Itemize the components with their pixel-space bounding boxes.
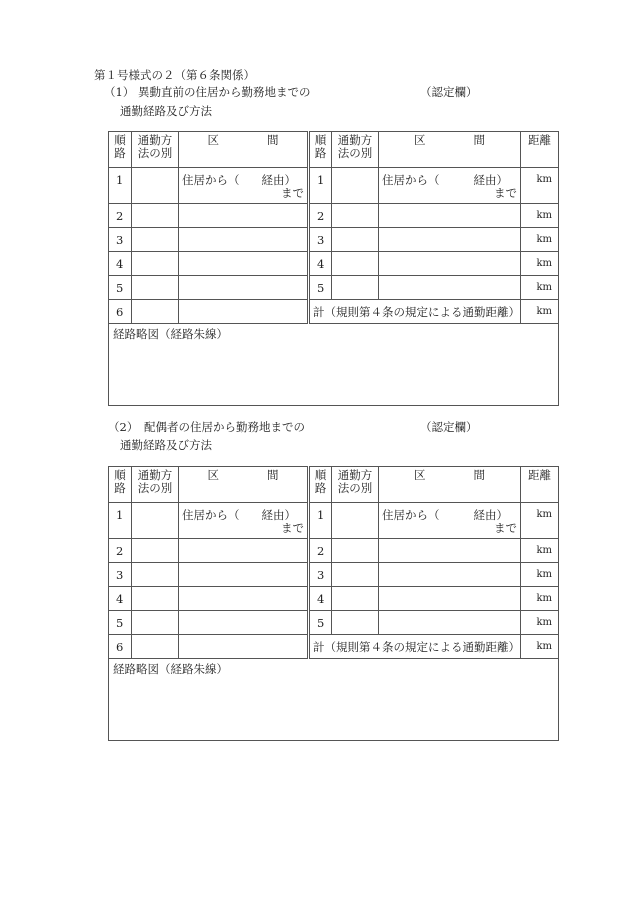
method-cell[interactable] [132, 539, 179, 563]
method-cell[interactable] [332, 204, 379, 228]
table-row [109, 611, 559, 635]
section-cell[interactable] [379, 252, 521, 276]
method-cell[interactable] [132, 276, 179, 300]
section-header: 区 間 [179, 132, 309, 168]
method-header: 通勤方法の別 [132, 132, 179, 168]
table-row [109, 300, 559, 324]
distance-cell[interactable]: km [521, 503, 559, 539]
route-sketch-area[interactable] [109, 324, 559, 406]
table-row [109, 252, 559, 276]
method-cell[interactable] [332, 539, 379, 563]
method-cell[interactable] [332, 168, 379, 204]
row-number: 4 [309, 587, 332, 611]
form-title: 第１号様式の２（第６条関係） [94, 68, 255, 82]
route-table-2 [108, 466, 559, 741]
section-1-heading-text: 異動直前の住居から勤務地までの [138, 85, 311, 99]
section-header: 区 間 [179, 467, 309, 503]
method-cell[interactable] [332, 611, 379, 635]
row-number: 1 [309, 503, 332, 539]
total-distance-label: 計（規則第４条の規定による通勤距離） [309, 300, 521, 324]
sketch-row [109, 324, 559, 406]
row-number: 4 [309, 252, 332, 276]
method-cell[interactable] [332, 252, 379, 276]
section-cell[interactable]: 住居から（ 経由） まで [179, 503, 309, 539]
method-cell[interactable] [132, 204, 179, 228]
method-cell[interactable] [132, 300, 179, 324]
section-cell[interactable] [379, 539, 521, 563]
table-row [109, 228, 559, 252]
section-1-nintei-label: （認定欄） [420, 85, 478, 99]
section-cell[interactable] [379, 228, 521, 252]
section-cell[interactable] [179, 228, 309, 252]
section-cell[interactable] [379, 204, 521, 228]
distance-cell[interactable]: km [521, 228, 559, 252]
row-number: 6 [109, 300, 132, 324]
method-cell[interactable] [132, 252, 179, 276]
sketch-row [109, 659, 559, 741]
method-cell[interactable] [332, 563, 379, 587]
section-cell[interactable]: 住居から（ 経由） まで [379, 168, 521, 204]
route-table-1 [108, 131, 559, 406]
method-cell[interactable] [132, 563, 179, 587]
method-cell[interactable] [132, 635, 179, 659]
section-header-right: 区 間 [379, 467, 521, 503]
section-2-heading-text: 配偶者の住居から勤務地までの [144, 420, 305, 434]
distance-header: 距離 [521, 467, 559, 503]
method-cell[interactable] [132, 228, 179, 252]
row-number: 3 [109, 563, 132, 587]
section-cell[interactable] [179, 635, 309, 659]
table-2-header-row [109, 467, 559, 503]
section-cell[interactable] [379, 587, 521, 611]
method-cell[interactable] [332, 228, 379, 252]
method-cell[interactable] [132, 168, 179, 204]
section-cell[interactable] [179, 300, 309, 324]
section-cell[interactable]: 住居から（ 経由） まで [379, 503, 521, 539]
route-sketch-area[interactable] [109, 659, 559, 741]
table-row [109, 204, 559, 228]
row-number: 1 [109, 503, 132, 539]
total-distance-label: 計（規則第４条の規定による通勤距離） [309, 635, 521, 659]
row-number: 3 [309, 563, 332, 587]
row-number: 3 [309, 228, 332, 252]
route-sketch-label: 経路略図（経路朱線） [113, 662, 228, 676]
section-cell[interactable] [179, 587, 309, 611]
row-number: 2 [309, 204, 332, 228]
distance-cell[interactable]: km [521, 204, 559, 228]
table-row [109, 503, 559, 539]
section-1-heading-line2: 通勤経路及び方法 [120, 104, 212, 118]
section-cell[interactable] [379, 611, 521, 635]
table-1-header-row [109, 132, 559, 168]
row-number: 1 [109, 168, 132, 204]
section-cell[interactable] [179, 539, 309, 563]
method-cell[interactable] [332, 276, 379, 300]
distance-cell[interactable]: km [521, 252, 559, 276]
row-number: 4 [109, 587, 132, 611]
method-cell[interactable] [332, 587, 379, 611]
section-2-heading-line2: 通勤経路及び方法 [120, 438, 212, 452]
order-header: 順路 [109, 467, 132, 503]
section-2-heading-number: （2） [108, 420, 139, 434]
table-row [109, 635, 559, 659]
section-cell[interactable] [379, 563, 521, 587]
row-number: 5 [109, 611, 132, 635]
method-cell[interactable] [132, 503, 179, 539]
section-header-right: 区 間 [379, 132, 521, 168]
distance-cell[interactable]: km [521, 611, 559, 635]
section-cell[interactable]: 住居から（ 経由） まで [179, 168, 309, 204]
distance-cell[interactable]: km [521, 563, 559, 587]
distance-cell[interactable]: km [521, 168, 559, 204]
distance-header: 距離 [521, 132, 559, 168]
section-cell[interactable] [179, 252, 309, 276]
row-number: 6 [109, 635, 132, 659]
table-row [109, 168, 559, 204]
section-cell[interactable] [179, 204, 309, 228]
total-distance-cell[interactable]: km [521, 635, 559, 659]
method-cell[interactable] [332, 503, 379, 539]
table-row [109, 539, 559, 563]
method-header: 通勤方法の別 [132, 467, 179, 503]
distance-cell[interactable]: km [521, 587, 559, 611]
section-cell[interactable] [179, 276, 309, 300]
section-2-nintei-label: （認定欄） [420, 420, 478, 434]
section-cell[interactable] [179, 611, 309, 635]
row-number: 2 [309, 539, 332, 563]
method-header-right: 通勤方法の別 [332, 467, 379, 503]
order-header-right: 順路 [309, 467, 332, 503]
table-row [109, 587, 559, 611]
route-sketch-label: 経路略図（経路朱線） [113, 327, 228, 341]
row-number: 3 [109, 228, 132, 252]
method-header-right: 通勤方法の別 [332, 132, 379, 168]
order-header-right: 順路 [309, 132, 332, 168]
order-header: 順路 [109, 132, 132, 168]
row-number: 5 [109, 276, 132, 300]
total-distance-cell[interactable]: km [521, 300, 559, 324]
section-1-heading-number: （1） [104, 85, 135, 99]
row-number: 5 [309, 611, 332, 635]
table-row [109, 563, 559, 587]
row-number: 2 [109, 204, 132, 228]
row-number: 5 [309, 276, 332, 300]
row-number: 2 [109, 539, 132, 563]
section-cell[interactable] [379, 276, 521, 300]
method-cell[interactable] [132, 611, 179, 635]
distance-cell[interactable]: km [521, 276, 559, 300]
row-number: 4 [109, 252, 132, 276]
table-row [109, 276, 559, 300]
section-cell[interactable] [179, 563, 309, 587]
distance-cell[interactable]: km [521, 539, 559, 563]
method-cell[interactable] [132, 587, 179, 611]
row-number: 1 [309, 168, 332, 204]
